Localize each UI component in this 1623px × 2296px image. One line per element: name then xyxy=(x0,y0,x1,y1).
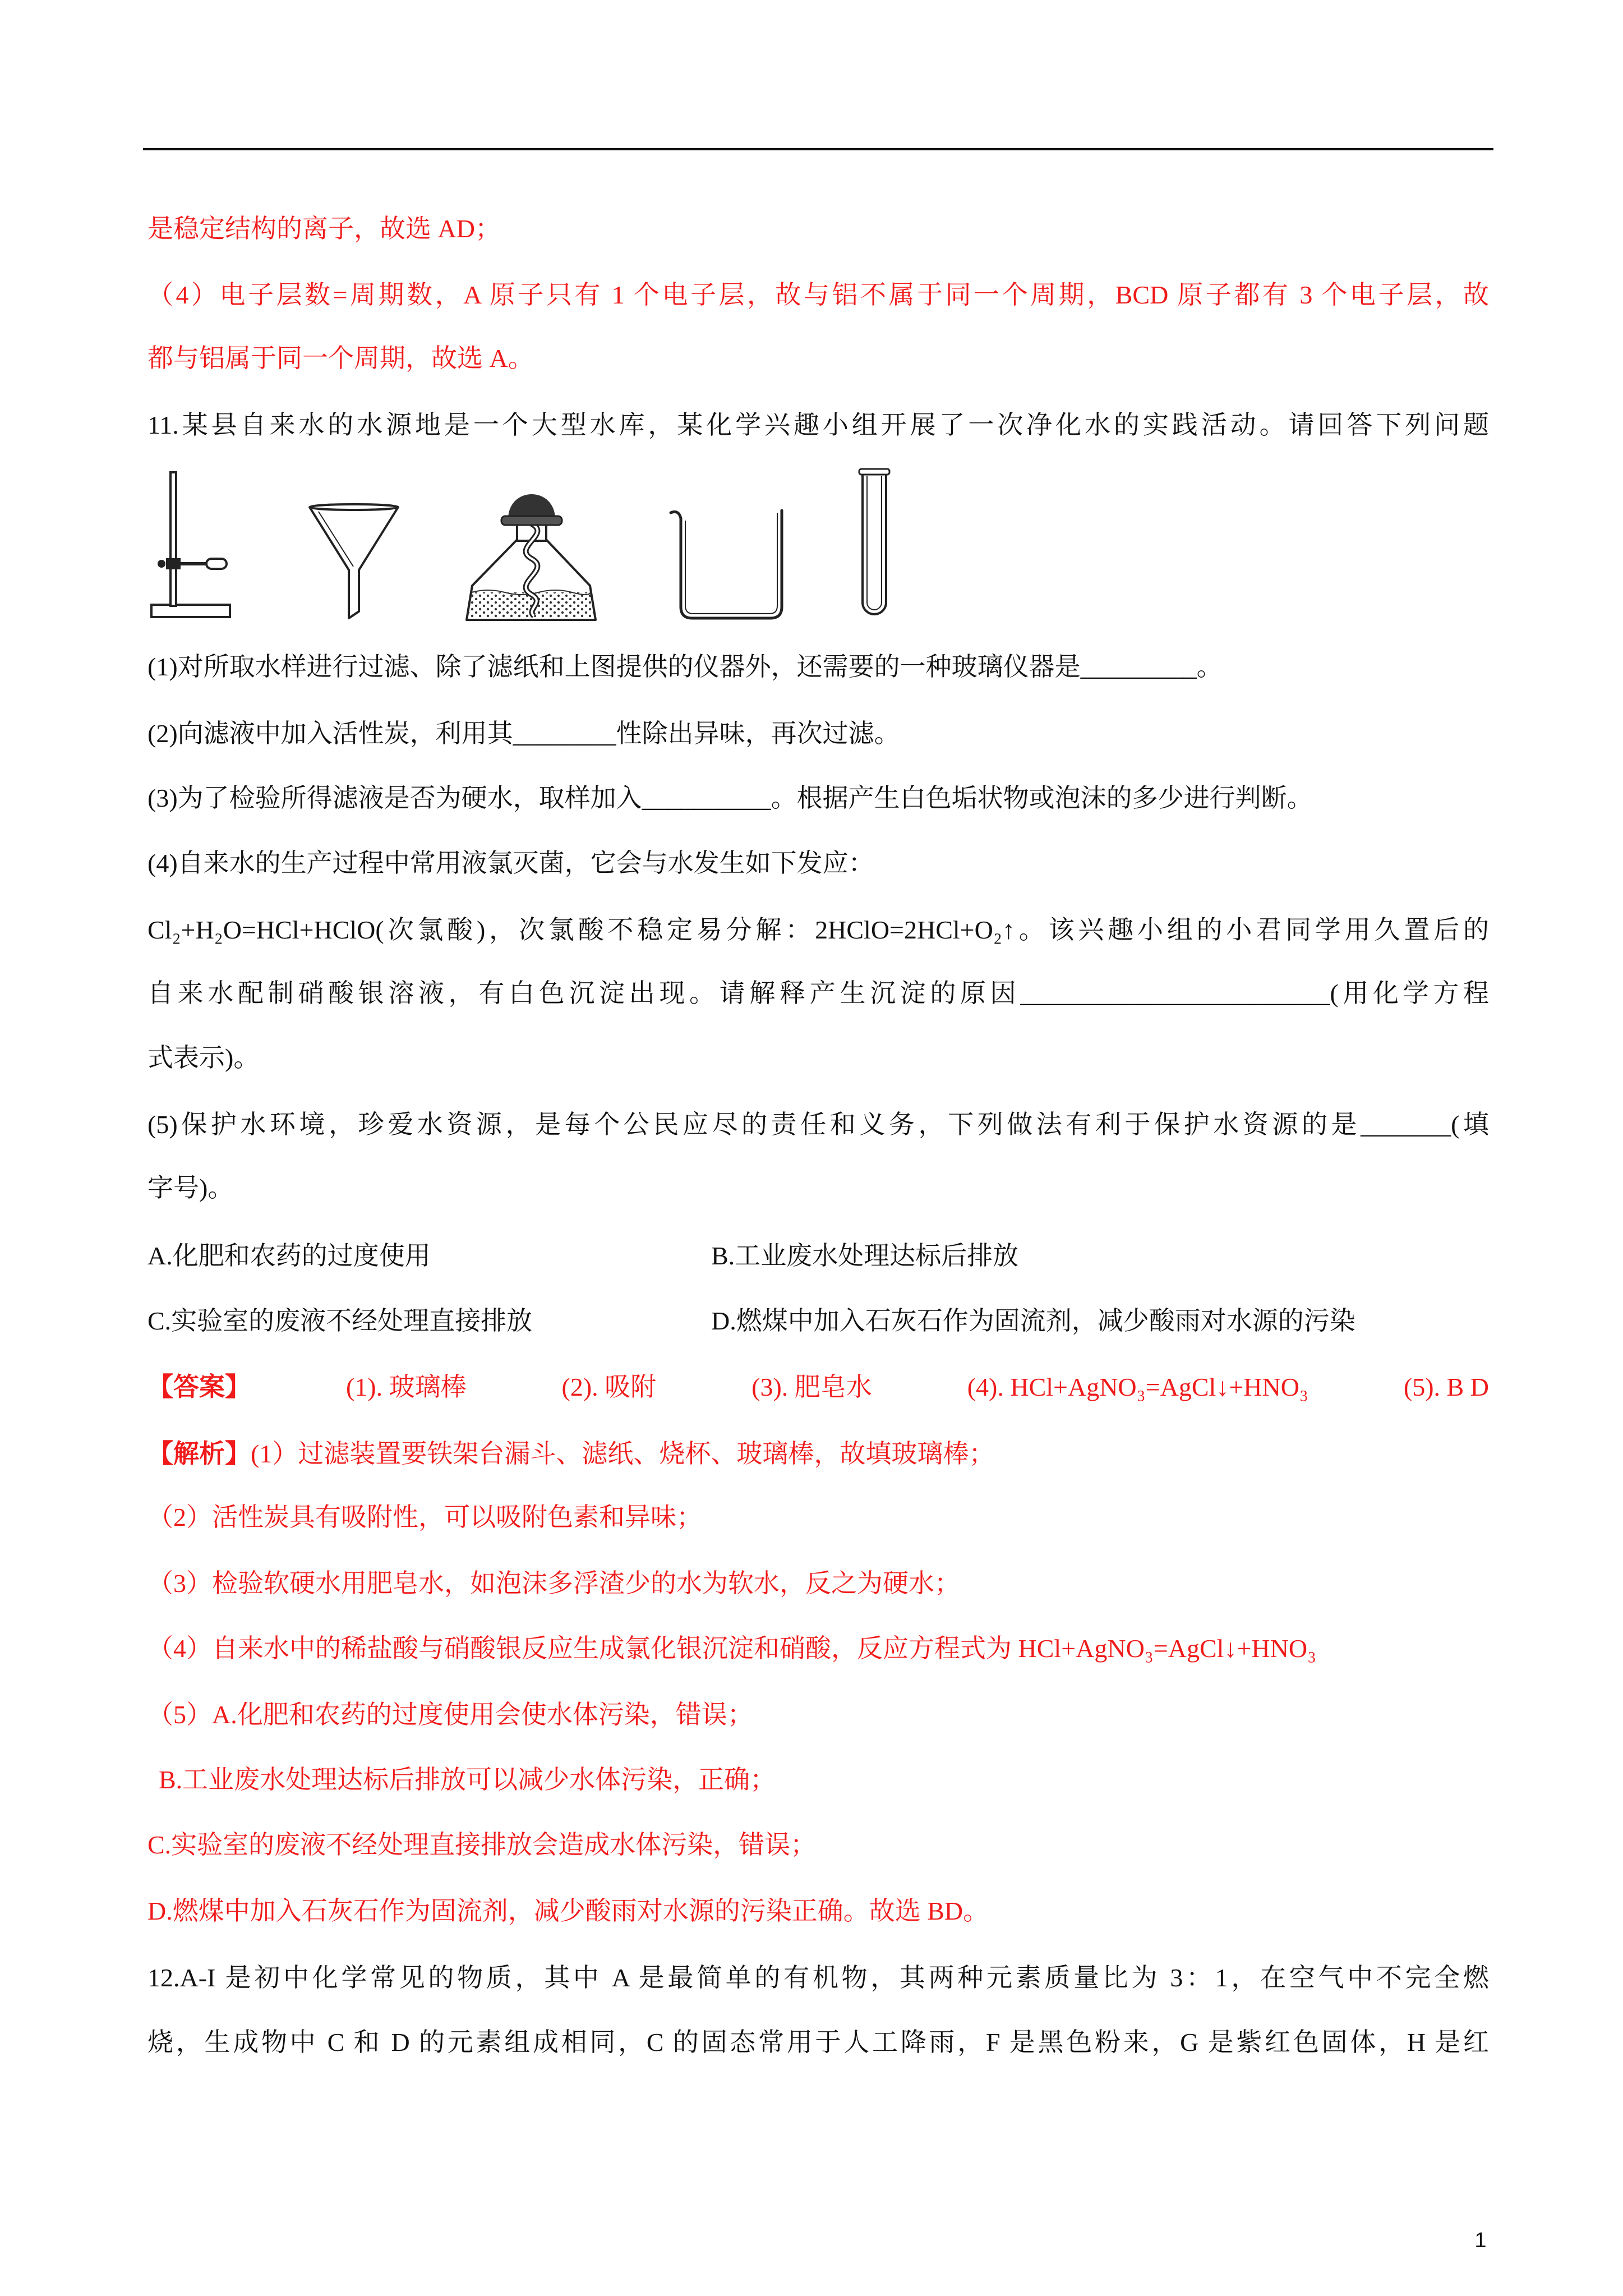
analysis-line-5: （5）A.化肥和农药的过度使用会使水体污染，错误； xyxy=(147,1700,753,1729)
analysis-tag: 【解析】 xyxy=(147,1439,251,1468)
analysis-line-4: （4）自来水中的稀盐酸与硝酸银反应生成氯化银沉淀和硝酸，反应方程式为 HCl+AgNO₃=AgCl↓+HNO₃ xyxy=(147,1634,1317,1663)
answer-item-5: (5). B D xyxy=(1403,1373,1489,1401)
analysis-line-1 xyxy=(147,1436,1489,1472)
analysis-first-text: (1）过滤装置要铁架台漏斗、滤纸、烧杯、玻璃棒，故填玻璃棒； xyxy=(251,1439,995,1468)
answer-item-2: (2). 吸附 xyxy=(561,1373,657,1401)
apparatus-figure xyxy=(140,466,903,628)
header-rule xyxy=(143,148,1493,150)
question-11-part-3: (3)为了检验所得滤液是否为硬水，取样加入__________。根据产生白色垢状物或泡沫的多少进行判断。 xyxy=(147,784,1313,812)
analysis-line-7: C.实验室的废液不经处理直接排放会造成水体污染，错误； xyxy=(147,1830,817,1859)
question-12-line-1: 12.A-I 是初中化学常见的物质，其中 A 是最简单的有机物，其两种元素质量比为 3：1，在空气中不完全燃 xyxy=(147,1963,1489,1992)
option-b: B.工业废水处理达标后排放 xyxy=(711,1241,1019,1270)
analysis-line-2: （2）活性炭具有吸附性，可以吸附色素和异味； xyxy=(147,1503,702,1531)
question-11-part-4-line-4: 式表示)。 xyxy=(147,1043,260,1072)
option-row-cd xyxy=(147,1303,1489,1339)
prev-analysis-line-2: （4）电子层数=周期数，A 原子只有 1 个电子层，故与铝不属于同一个周期，BCD 原子都有 3 个电子层，故 xyxy=(147,280,1489,309)
option-d: D.燃煤中加入石灰石作为固流剂，减少酸雨对水源的污染 xyxy=(711,1306,1355,1335)
question-11-part-1: (1)对所取水样进行过滤、除了滤纸和上图提供的仪器外，还需要的一种玻璃仪器是_________。 xyxy=(147,652,1223,681)
analysis-line-6: B.工业废水处理达标后排放可以减少水体污染，正确； xyxy=(159,1765,776,1794)
question-12-line-2: 烧，生成物中 C 和 D 的元素组成相同，C 的固态常用于人工降雨，F 是黑色粉来，G 是紫红色固体，H 是红 xyxy=(147,2028,1489,2056)
option-a: A.化肥和农药的过度使用 xyxy=(147,1241,431,1270)
question-11-part-4-line-1: (4)自来水的生产过程中常用液氯灭菌，它会与水发生如下发应： xyxy=(147,849,874,877)
question-11-part-2: (2)向滤液中加入活性炭，利用其________性除出异味，再次过滤。 xyxy=(147,719,900,748)
answer-row xyxy=(147,1369,1489,1405)
question-11-part-5-line-2: 字号)。 xyxy=(147,1174,234,1202)
question-11-part-4-line-3: 自来水配制硝酸银溶液，有白色沉淀出现。请解释产生沉淀的原因________________________(用化学方程 xyxy=(147,979,1489,1007)
option-c: C.实验室的废液不经处理直接排放 xyxy=(147,1306,533,1335)
page-number: 1 xyxy=(1474,2229,1487,2252)
analysis-line-8: D.燃煤中加入石灰石作为固流剂，减少酸雨对水源的污染正确。故选 BD。 xyxy=(147,1897,989,1925)
answer-tag: 【答案】 xyxy=(147,1373,251,1401)
option-row-ab xyxy=(147,1238,1489,1274)
prev-analysis-line-1: 是稳定结构的离子，故选 AD； xyxy=(147,214,501,243)
test-tube-icon xyxy=(859,469,889,614)
iron-stand-icon xyxy=(151,472,230,617)
question-11-stem: 11.某县自来水的水源地是一个大型水库，某化学兴趣小组开展了一次净化水的实践活动。请回答下列问题 xyxy=(147,411,1489,439)
question-11-part-4-line-2: Cl₂+H₂O=HCl+HClO(次氯酸)，次氯酸不稳定易分解：2HClO=2HCl+O₂↑。该兴趣小组的小君同学用久置后的 xyxy=(147,915,1489,944)
beaker-icon xyxy=(671,510,782,618)
answer-item-1: (1). 玻璃棒 xyxy=(345,1373,467,1401)
question-11-part-5-line-1: (5)保护水环境，珍爱水资源，是每个公民应尽的责任和义务，下列做法有利于保护水资源的是_______(填 xyxy=(147,1110,1489,1139)
answer-item-4: (4). HCl+AgNO₃=AgCl↓+HNO₃ xyxy=(967,1373,1308,1401)
prev-analysis-line-3: 都与铝属于同一个周期，故选 A。 xyxy=(147,344,534,372)
answer-item-3: (3). 肥皂水 xyxy=(751,1373,872,1401)
alcohol-lamp-icon xyxy=(467,494,596,620)
funnel-icon xyxy=(310,504,398,618)
analysis-line-3: （3）检验软硬水用肥皂水，如泡沫多浮渣少的水为软水，反之为硬水； xyxy=(147,1569,960,1598)
